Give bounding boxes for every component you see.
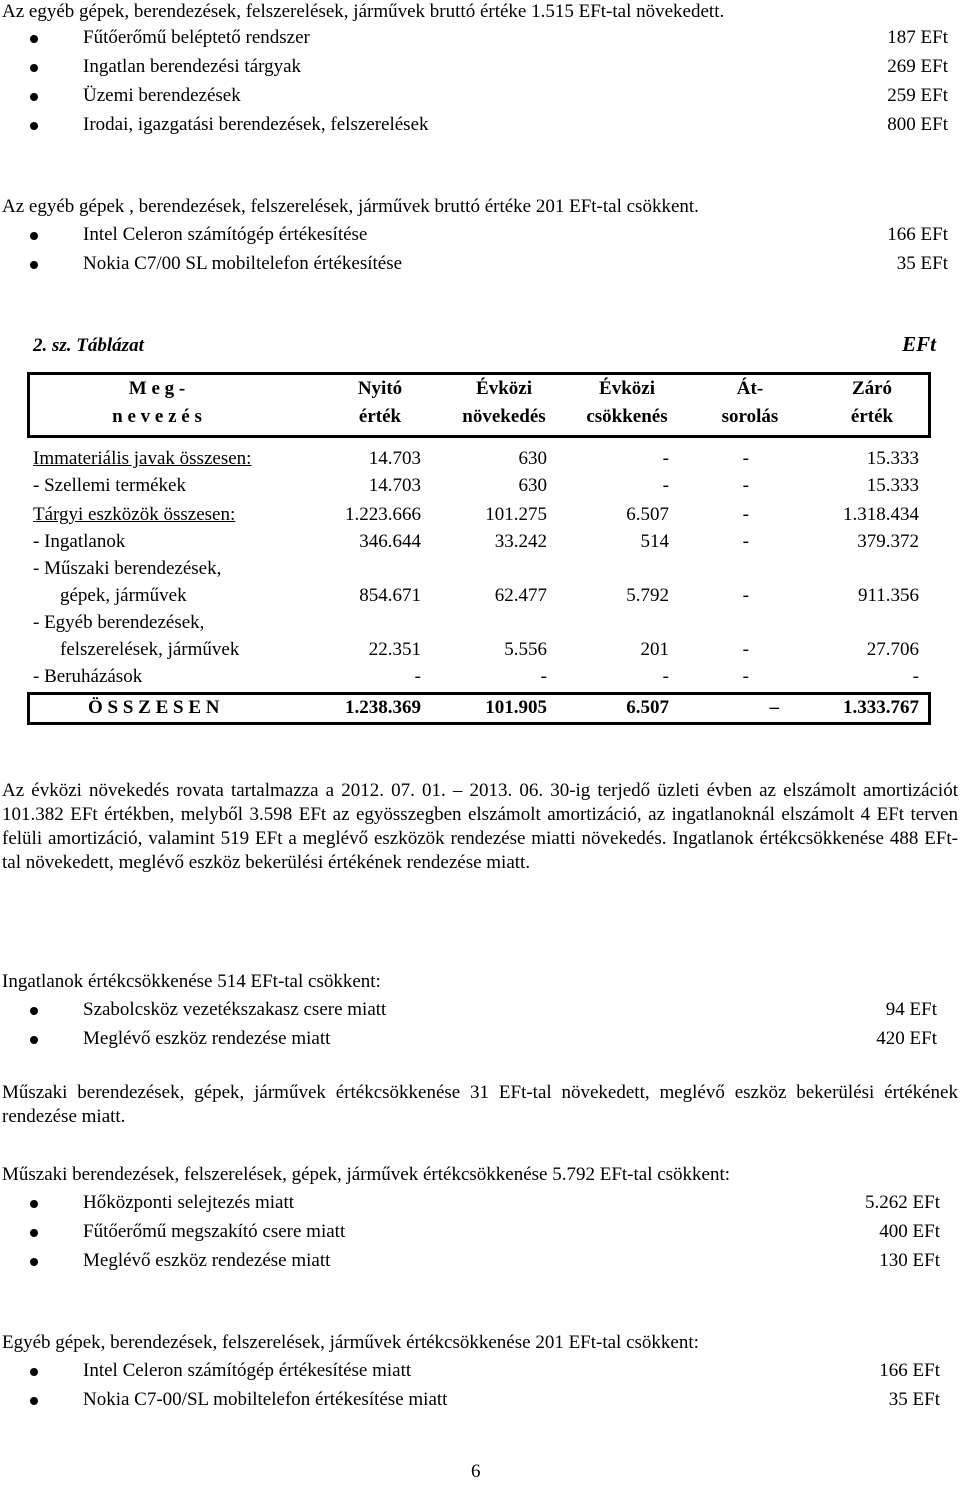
cell-atsorolas: -: [742, 475, 749, 496]
item-label: Fűtőerőmű megszakító csere miatt: [83, 1221, 346, 1242]
item-value: 166 EFt: [879, 1360, 940, 1381]
cell-csokkenes: 201: [640, 639, 669, 660]
cell-csokkenes: -: [662, 475, 669, 496]
row-name-cont: felszerelések, járművek: [60, 639, 240, 660]
table-row: [0, 559, 960, 611]
page-number: 6: [471, 1461, 481, 1482]
cell-nyito: 14.703: [368, 448, 421, 469]
table-row: [0, 532, 960, 556]
list-item: [0, 115, 960, 139]
cell-zaro: 27.706: [866, 639, 919, 660]
item-value: 400 EFt: [879, 1221, 940, 1242]
row-name: Immateriális javak összesen:: [33, 448, 252, 469]
cell-nyito: 346.644: [359, 531, 421, 552]
cell-novekedes: 630: [518, 448, 547, 469]
cell-csokkenes: 5.792: [626, 585, 669, 606]
list-item: [0, 57, 960, 81]
item-value: 35 EFt: [896, 253, 948, 274]
list-item: [0, 254, 960, 278]
list-item: [0, 1193, 960, 1217]
bullet-icon: [30, 1200, 38, 1208]
table-row: [0, 476, 960, 500]
row-name: - Beruházások: [33, 666, 143, 687]
cell-atsorolas: -: [742, 639, 749, 660]
item-label: Intel Celeron számítógép értékesítése miatt: [83, 1360, 412, 1381]
cell-zaro: -: [912, 666, 919, 687]
cell-zaro: 911.356: [857, 585, 919, 606]
header-csokkenes: Évközi csökkenés: [586, 378, 668, 427]
section-decrease-heading: Az egyéb gépek , berendezések, felszerelések, járművek bruttó értéke 201 EFt-tal csökkent.: [2, 196, 699, 217]
cell-atsorolas: -: [742, 585, 749, 606]
paragraph-amortization: Az évközi növekedés rovata tartalmazza a 2012. 07. 01. – 2013. 06. 30-ig terjedő üzleti évben az elszámolt amortizációt 101.382 EFt értékben, melyből 3.598 EFt az egyösszegben elszámolt amortizáció, az ingatlanoknál elszámolt 4 EFt terven felüli amortizáció, valamint 519 EFt a meglévő eszközök rendezése miatti növekedés. Ingatlanok értékcsökkenése 488 EFt-tal növekedett, meglévő eszköz bekerülési értékének rendezése miatt.: [2, 780, 958, 873]
cell-csokkenes: 514: [640, 531, 669, 552]
header-novekedes: Évközi növekedés: [462, 378, 546, 427]
item-label: Meglévő eszköz rendezése miatt: [83, 1250, 331, 1271]
total-csokkenes: 6.507: [626, 697, 669, 718]
header-atsorolas: Át- sorolás: [721, 378, 779, 427]
item-value: 269 EFt: [887, 56, 948, 77]
cell-atsorolas: -: [742, 666, 749, 687]
table-row: [0, 613, 960, 665]
cell-novekedes: 33.242: [494, 531, 547, 552]
bullet-icon: [30, 35, 38, 43]
cell-nyito: 22.351: [368, 639, 421, 660]
item-value: 35 EFt: [888, 1389, 940, 1410]
table-row: [0, 449, 960, 473]
table-row: [0, 505, 960, 529]
cell-novekedes: 5.556: [504, 639, 547, 660]
total-nyito: 1.238.369: [345, 697, 421, 718]
cell-nyito: 854.671: [359, 585, 421, 606]
cell-zaro: 15.333: [866, 475, 919, 496]
section-egyeb-heading: Egyéb gépek, berendezések, felszerelések, járművek értékcsökkenése 201 EFt-tal csökkent:: [2, 1332, 699, 1353]
bullet-icon: [30, 1397, 38, 1405]
item-value: 187 EFt: [887, 27, 948, 48]
item-label: Fűtőerőmű beléptető rendszer: [83, 27, 310, 48]
total-novekedes: 101.905: [485, 697, 547, 718]
list-item: [0, 1390, 960, 1414]
row-name: Tárgyi eszközök összesen:: [33, 504, 236, 525]
bullet-icon: [30, 1007, 38, 1015]
item-label: Hőközponti selejtezés miatt: [83, 1192, 295, 1213]
cell-csokkenes: -: [662, 666, 669, 687]
item-label: Meglévő eszköz rendezése miatt: [83, 1028, 331, 1049]
header-nyito: Nyitó érték: [357, 378, 403, 427]
list-item: [0, 225, 960, 249]
table-caption: 2. sz. Táblázat: [33, 335, 144, 356]
cell-zaro: 1.318.434: [843, 504, 919, 525]
section-ingatlan-heading: Ingatlanok értékcsökkenése 514 EFt-tal csökkent:: [2, 971, 381, 992]
header-megnevezes: M e g - n e v e z é s: [112, 378, 202, 427]
bullet-icon: [30, 261, 38, 269]
section-muszaki-heading: Műszaki berendezések, felszerelések, gépek, járművek értékcsökkenése 5.792 EFt-tal csökkent:: [2, 1164, 731, 1185]
total-atsorolas: –: [769, 697, 779, 718]
table-row-total: [0, 698, 960, 722]
cell-novekedes: -: [540, 666, 547, 687]
list-item: [0, 1029, 960, 1053]
item-label: Üzemi berendezések: [83, 85, 241, 106]
item-value: 800 EFt: [887, 114, 948, 135]
table-header: [27, 372, 931, 438]
item-value: 130 EFt: [879, 1250, 940, 1271]
row-name: - Szellemi termékek: [33, 475, 186, 496]
bullet-icon: [30, 1258, 38, 1266]
item-value: 166 EFt: [887, 224, 948, 245]
cell-nyito: 14.703: [368, 475, 421, 496]
item-label: Irodai, igazgatási berendezések, felszerelések: [83, 114, 429, 135]
item-label: Intel Celeron számítógép értékesítése: [83, 224, 368, 245]
row-name-cont: gépek, járművek: [60, 585, 187, 606]
cell-atsorolas: -: [742, 448, 749, 469]
cell-csokkenes: 6.507: [626, 504, 669, 525]
paragraph-muszaki: Műszaki berendezések, gépek, járművek értékcsökkenése 31 EFt-tal növekedett, meglévő eszköz bekerülési értékének rendezése miatt.: [2, 1082, 958, 1127]
item-value: 420 EFt: [876, 1028, 937, 1049]
cell-atsorolas: -: [742, 531, 749, 552]
item-label: Szabolcsköz vezetékszakasz csere miatt: [83, 999, 387, 1020]
cell-novekedes: 630: [518, 475, 547, 496]
item-value: 94 EFt: [885, 999, 937, 1020]
item-value: 5.262 EFt: [865, 1192, 940, 1213]
cell-zaro: 379.372: [857, 531, 919, 552]
row-name: - Ingatlanok: [33, 531, 126, 552]
row-name: - Egyéb berendezések,: [33, 612, 205, 633]
item-label: Nokia C7/00 SL mobiltelefon értékesítése: [83, 253, 403, 274]
item-value: 259 EFt: [887, 85, 948, 106]
item-label: Nokia C7-00/SL mobiltelefon értékesítése miatt: [83, 1389, 448, 1410]
bullet-icon: [30, 64, 38, 72]
bullet-icon: [30, 93, 38, 101]
row-name: - Műszaki berendezések,: [33, 558, 222, 579]
bullet-icon: [30, 1036, 38, 1044]
bullet-icon: [30, 122, 38, 130]
section-increase-heading: Az egyéb gépek, berendezések, felszerelések, járművek bruttó értéke 1.515 EFt-tal növekedett.: [2, 1, 725, 22]
list-item: [0, 1251, 960, 1275]
list-item: [0, 1361, 960, 1385]
total-label: Ö S S Z E S E N: [88, 697, 220, 718]
cell-nyito: -: [414, 666, 421, 687]
list-item: [0, 1222, 960, 1246]
list-item: [0, 86, 960, 110]
item-label: Ingatlan berendezési tárgyak: [83, 56, 302, 77]
list-item: [0, 1000, 960, 1024]
list-item: [0, 28, 960, 52]
table-row: [0, 667, 960, 691]
cell-novekedes: 62.477: [494, 585, 547, 606]
cell-atsorolas: -: [742, 504, 749, 525]
total-zaro: 1.333.767: [843, 697, 919, 718]
table-unit: EFt: [902, 332, 936, 356]
header-zaro: Záró érték: [850, 378, 894, 427]
bullet-icon: [30, 1229, 38, 1237]
cell-novekedes: 101.275: [485, 504, 547, 525]
cell-csokkenes: -: [662, 448, 669, 469]
cell-zaro: 15.333: [866, 448, 919, 469]
bullet-icon: [30, 1368, 38, 1376]
cell-nyito: 1.223.666: [345, 504, 421, 525]
bullet-icon: [30, 232, 38, 240]
